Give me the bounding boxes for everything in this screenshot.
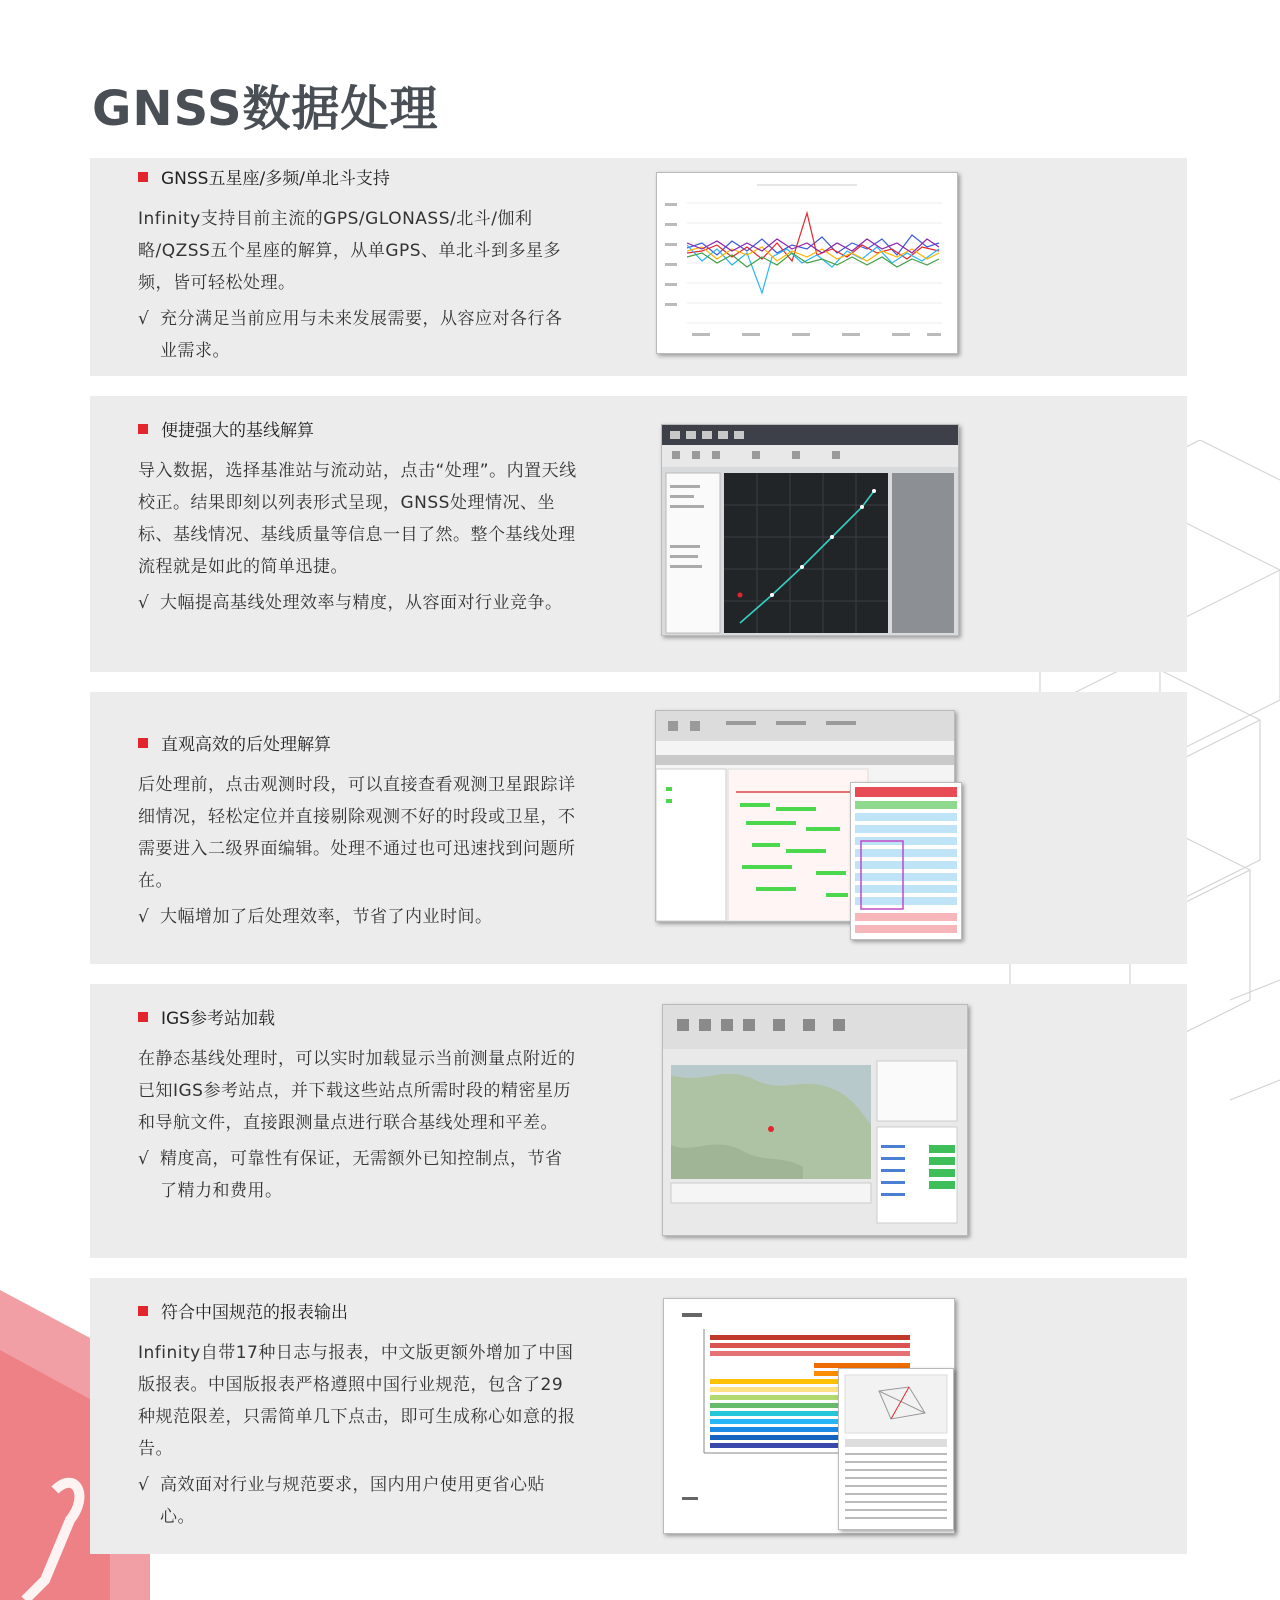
section-text — [138, 730, 578, 933]
bullet-square-icon — [138, 1306, 148, 1316]
section-check-text: 精度高，可靠性有保证，无需额外已知控制点，节省了精力和费用。 — [160, 1149, 563, 1201]
section-heading — [138, 164, 578, 189]
feature-section-constellation — [90, 158, 1187, 376]
section-heading — [138, 1298, 578, 1323]
section-paragraph: Infinity支持目前主流的GPS/GLONASS/北斗/伽利略/QZSS五个星座的解算，从单GPS、单北斗到多星多频，皆可轻松处理。 — [138, 209, 562, 293]
feature-section-report — [90, 1278, 1187, 1554]
check-mark-icon: √ — [138, 907, 150, 927]
section-heading-text: IGS参考站加载 — [161, 1009, 275, 1029]
feature-section-baseline — [90, 396, 1187, 672]
baseline-window-graphic — [662, 425, 958, 635]
section-heading — [138, 1004, 578, 1029]
residual-chart-graphic — [657, 173, 957, 353]
section-text — [138, 1004, 578, 1207]
section-check — [138, 587, 578, 619]
section-check-text: 充分满足当前应用与未来发展需要，从容应对各行各业需求。 — [160, 309, 563, 361]
check-mark-icon: √ — [138, 1149, 150, 1169]
check-mark-icon: √ — [138, 309, 150, 329]
check-mark-icon: √ — [138, 1475, 150, 1495]
section-check — [138, 303, 578, 367]
section-heading — [138, 416, 578, 441]
section-heading-text: 符合中国规范的报表输出 — [161, 1303, 348, 1323]
bullet-square-icon — [138, 738, 148, 748]
section-paragraph: Infinity自带17种日志与报表，中文版更额外增加了中国版报表。中国版报表严格遵照中国行业规范，包含了29 种规范限差，只需简单几下点击，即可生成称心如意的报告。 — [138, 1343, 576, 1459]
baseline-processing-window — [661, 424, 959, 636]
section-check-text: 高效面对行业与规范要求，国内用户使用更省心贴心。 — [160, 1475, 545, 1527]
report-network-panel — [838, 1368, 954, 1530]
section-paragraph: 后处理前，点击观测时段，可以直接查看观测卫星跟踪详细情况，轻松定位并直接剔除观测不好的时段或卫星，不需要进入二级界面编辑。处理不通过也可迅速找到问题所在。 — [138, 775, 576, 891]
section-heading-text: GNSS五星座/多频/单北斗支持 — [161, 169, 390, 189]
section-paragraph: 导入数据，选择基准站与流动站，点击“处理”。内置天线校正。结果即刻以列表形式呈现，GNSS处理情况、坐标、基线情况、基线质量等信息一目了然。整个基线处理流程就是如此的简单迅捷。 — [138, 461, 577, 577]
section-check — [138, 1469, 578, 1533]
igs-map-window-graphic — [663, 1005, 967, 1235]
check-mark-icon: √ — [138, 593, 150, 613]
feature-section-igs — [90, 984, 1187, 1258]
section-heading-text: 直观高效的后处理解算 — [161, 735, 331, 755]
igs-reference-station-map — [662, 1004, 968, 1236]
bullet-square-icon — [138, 424, 148, 434]
section-heading-text: 便捷强大的基线解算 — [161, 421, 314, 441]
section-check — [138, 901, 578, 933]
section-text — [138, 164, 578, 367]
section-check — [138, 1143, 578, 1207]
section-check-text: 大幅增加了后处理效率，节省了内业时间。 — [160, 907, 493, 927]
feature-section-postprocessing — [90, 692, 1187, 964]
multi-constellation-residual-chart — [656, 172, 958, 354]
bullet-square-icon — [138, 1012, 148, 1022]
section-heading — [138, 730, 578, 755]
section-text — [138, 416, 578, 619]
report-network-graphic — [839, 1369, 953, 1529]
observation-detail-panel — [850, 782, 962, 940]
bullet-square-icon — [138, 172, 148, 182]
page-title: GNSS数据处理 — [92, 81, 439, 137]
section-paragraph: 在静态基线处理时，可以实时加载显示当前测量点附近的已知IGS参考站点，并下载这些站点所需时段的精密星历和导航文件，直接跟测量点进行联合基线处理和平差。 — [138, 1049, 576, 1133]
section-text — [138, 1298, 578, 1533]
section-check-text: 大幅提高基线处理效率与精度，从容面对行业竞争。 — [160, 593, 563, 613]
detail-panel-graphic — [851, 783, 961, 939]
